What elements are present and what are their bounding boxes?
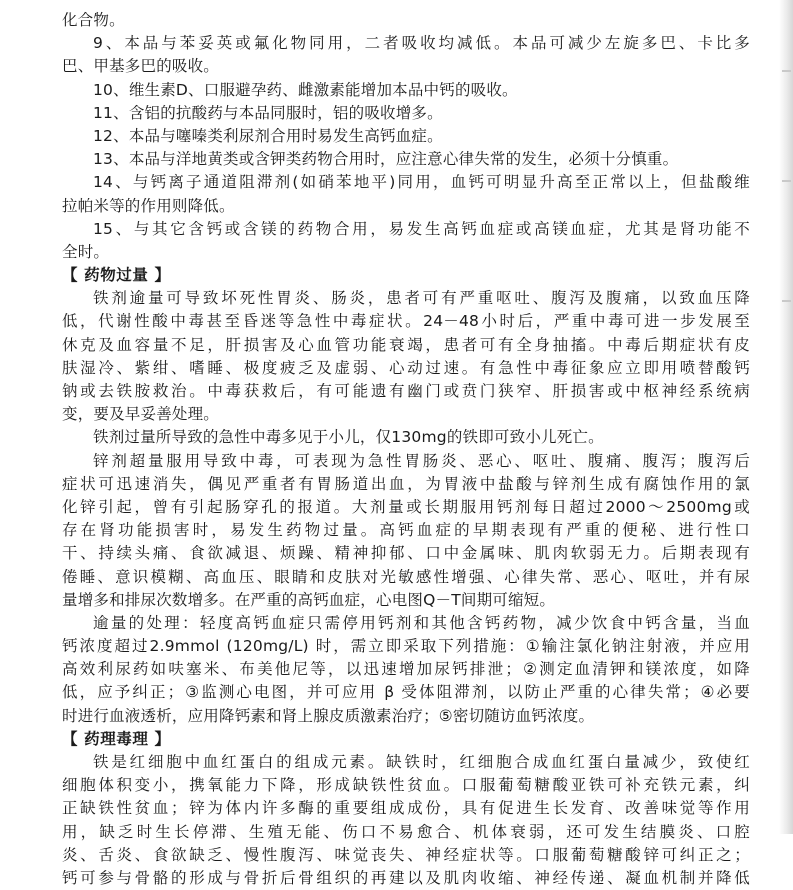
text-line: 肤湿冷、紫绀、嗜睡、极度疲乏及虚弱、心动过速。有急性中毒征象应立即用喷替酸钙 (62, 358, 750, 377)
text-line: 铁剂逾量可导致坏死性胃炎、肠炎，患者可有严重呕吐、腹泻及腹痛，以致血压降 (93, 289, 750, 308)
page-edge-mark (782, 300, 791, 302)
text-line: 存在肾功能损害时，易发生药物过量。高钙血症的早期表现有严重的便秘、进行性口 (62, 521, 750, 540)
text-line: 逾量的处理：轻度高钙血症只需停用钙剂和其他含钙药物，减少饮食中钙含量，当血 (93, 613, 750, 632)
text-line: 症状可迅速消失，偶见严重者有胃肠道出血，为胃液中盐酸与锌剂生成有腐蚀作用的氯 (62, 474, 750, 493)
text-line: 炎、舌炎、食欲缺乏、慢性腹泻、味觉丧失、神经症状等。口服葡萄糖酸锌可纠正之； (62, 845, 750, 864)
text-line: 化锌引起，曾有引起肠穿孔的报道。大剂量或长期服用钙剂每日超过2000～2500mg或 (62, 497, 750, 516)
text-line: 钙浓度超过2.9mmol (120mg/L) 时，需立即采取下列措施：①输注氯化钠注射液，并应用 (62, 637, 750, 656)
text-line: 12、本品与噻嗪类利尿剂合用时易发生高钙血症。 (93, 126, 443, 145)
text-line: 14、与钙离子通道阻滞剂(如硝苯地平)同用，血钙可明显升高至正常以上，但盐酸维 (93, 173, 750, 192)
page-edge-shadow (779, 0, 793, 834)
text-line: 15、与其它含钙或含镁的药物合用，易发生高钙血症或高镁血症，尤其是肾功能不 (93, 219, 750, 238)
text-line: 干、持续头痛、食欲减退、烦躁、精神抑郁、口中金属味、肌肉软弱无力。后期表现有 (62, 544, 750, 563)
document-text-block (62, 9, 750, 890)
page-edge-mark (782, 180, 791, 182)
text-line: 全时。 (62, 242, 110, 261)
section-heading: 【 药物过量 】 (62, 266, 171, 285)
text-line: 锌剂超量服用导致中毒，可表现为急性胃肠炎、恶心、呕吐、腹痛、腹泻；腹泻后 (93, 451, 750, 470)
section-heading: 【 药理毒理 】 (62, 729, 171, 748)
text-line: 低，代谢性酸中毒甚至昏迷等急性中毒症状。24－48小时后，严重中毒可进一步发展至 (62, 312, 750, 331)
text-line: 高效利尿药如呋塞米、布美他尼等，以迅速增加尿钙排泄；②测定血清钾和镁浓度，如降 (62, 660, 750, 679)
text-line: 时进行血液透析，应用降钙素和肾上腺皮质激素治疗；⑤密切随访血钙浓度。 (62, 706, 595, 725)
text-line: 拉帕米等的作用则降低。 (62, 196, 235, 215)
text-line: 10、维生素D、口服避孕药、雌激素能增加本品中钙的吸收。 (93, 80, 518, 99)
text-line: 化合物。 (62, 11, 125, 29)
text-line: 细胞体积变小，携氧能力下降，形成缺铁性贫血。口服葡萄糖酸亚铁可补充铁元素，纠 (62, 776, 750, 795)
text-line: 钠或去铁胺救治。中毒获救后，有可能遗有幽门或贲门狭窄、肝损害或中枢神经系统病 (62, 382, 750, 400)
text-line: 巴、甲基多巴的吸收。 (62, 57, 220, 76)
text-line: 铁是红细胞中血红蛋白的组成元素。缺铁时，红细胞合成血红蛋白量减少，致使红 (93, 753, 750, 771)
text-line: 倦睡、意识模糊、高血压、眼睛和皮肤对光敏感性增强、心律失常、恶心、呕吐，并有尿 (62, 567, 750, 586)
page-edge-mark (782, 70, 791, 72)
text-line: 低，应予纠正；③监测心电图，并可应用 β 受体阻滞剂，以防止严重的心律失常；④必要 (62, 683, 750, 702)
text-line: 铁剂过量所导致的急性中毒多见于小儿，仅130mg的铁即可致小儿死亡。 (93, 428, 604, 447)
text-line: 11、含铝的抗酸药与本品同服时，铝的吸收增多。 (93, 103, 443, 122)
text-line: 休克及血容量不足，肝损害及心血管功能衰竭，患者可有全身抽搐。中毒后期症状有皮 (62, 335, 750, 354)
text-line: 钙可参与骨骼的形成与骨折后骨组织的再建以及肌肉收缩、神经传递、凝血机制并降低 (62, 868, 750, 887)
text-line: 9、本品与苯妥英或氟化物同用，二者吸收均减低。本品可减少左旋多巴、卡比多 (93, 34, 750, 53)
text-line: 13、本品与洋地黄类或含钾类药物合用时，应注意心律失常的发生，必须十分慎重。 (93, 150, 679, 169)
text-line: 用，缺乏时生长停滞、生殖无能、伤口不易愈合、机体衰弱，还可发生结膜炎、口腔 (62, 822, 750, 841)
text-line: 量增多和排尿次数增多。在严重的高钙血症，心电图Q－T间期可缩短。 (62, 590, 556, 609)
text-line: 变，要及早妥善处理。 (62, 405, 220, 424)
text-line: 正缺铁性贫血；锌为体内许多酶的重要组成成份，具有促进生长发育、改善味觉等作用 (62, 799, 750, 818)
